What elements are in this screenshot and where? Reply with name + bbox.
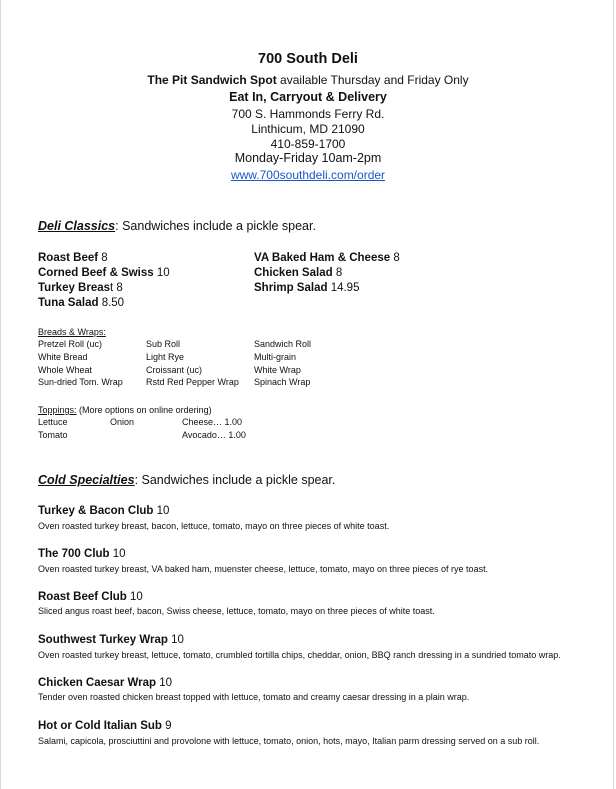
service-line: Eat In, Carryout & Delivery: [229, 90, 387, 104]
specialty-item: [38, 505, 169, 517]
item-name: Turkey & Bacon Club: [38, 505, 154, 517]
specialty-item: [38, 548, 126, 560]
topping-option: Avocado… 1.00: [182, 430, 246, 440]
specialty-item: [38, 677, 172, 689]
toppings-heading: Toppings:: [38, 405, 77, 415]
item-name-suffix: t: [110, 282, 114, 294]
pit-note: available Thursday and Friday Only: [276, 73, 469, 87]
bread-option: Multi-grain: [254, 352, 297, 362]
pit-name: The Pit Sandwich Spot: [147, 73, 277, 87]
item-description: Tender oven roasted chicken breast topped with lettuce, tomato and creamy caesar dressing in a plain wrap.: [38, 692, 470, 702]
menu-item: [254, 282, 359, 294]
bread-option: Spinach Wrap: [254, 377, 311, 387]
cold-specialties-heading-line: [38, 473, 335, 487]
item-description: Sliced angus roast beef, bacon, Swiss cheese, lettuce, tomato, mayo on three pieces of white toast.: [38, 606, 435, 616]
toppings-heading-line: [38, 405, 212, 415]
item-price: 9: [161, 720, 172, 732]
bread-option: Light Rye: [146, 352, 185, 362]
item-name: Roast Beef Club: [38, 591, 127, 603]
item-price: 10: [167, 634, 184, 646]
item-price: 14.95: [327, 282, 360, 294]
bread-option: Sun-dried Tom. Wrap: [38, 377, 123, 387]
item-price: 10: [153, 505, 170, 517]
bread-option: Croissant (uc): [146, 365, 203, 375]
bread-option: Sub Roll: [146, 339, 181, 349]
item-price: 10: [156, 677, 173, 689]
topping-option: Onion: [110, 417, 135, 427]
deli-classics-heading: Deli Classics: [38, 219, 116, 233]
bread-option: Whole Wheat: [38, 365, 93, 375]
item-price: 8: [98, 252, 108, 264]
item-name: Corned Beef & Swiss: [38, 267, 154, 279]
item-price: 8: [390, 252, 400, 264]
page-title: 700 South Deli: [258, 51, 358, 67]
item-price: 8: [332, 267, 343, 279]
item-name: Tuna Salad: [38, 297, 99, 309]
bread-option: White Bread: [38, 352, 88, 362]
phone-number: 410-859-1700: [270, 137, 346, 151]
item-name: Southwest Turkey Wrap: [38, 634, 168, 646]
item-name: The 700 Club: [38, 548, 110, 560]
toppings-note: (More options on online ordering): [76, 405, 212, 415]
item-name: Shrimp Salad: [254, 282, 328, 294]
bread-option: Rstd Red Pepper Wrap: [146, 377, 239, 387]
cold-specialties-heading: Cold Specialties: [38, 473, 135, 487]
menu-item: [38, 297, 124, 309]
item-name: VA Baked Ham & Cheese: [254, 252, 391, 264]
item-price: 8: [113, 282, 123, 294]
menu-item: [254, 267, 342, 279]
deli-classics-note: : Sandwiches include a pickle spear.: [115, 219, 316, 233]
specialty-item: [38, 634, 184, 646]
item-name: Chicken Salad: [254, 267, 333, 279]
item-description: Oven roasted turkey breast, VA baked ham, muenster cheese, lettuce, tomato, mayo on three pieces of rye toast.: [38, 564, 489, 574]
cold-specialties-note: : Sandwiches include a pickle spear.: [134, 473, 336, 487]
menu-item: [38, 252, 108, 264]
specialty-item: [38, 591, 143, 603]
street-address: 700 S. Hammonds Ferry Rd.: [231, 107, 385, 121]
topping-option: Cheese… 1.00: [182, 417, 243, 427]
specialty-item: [38, 720, 172, 732]
hours-line: Monday-Friday 10am-2pm: [234, 151, 382, 165]
bread-option: Pretzel Roll (uc): [38, 339, 103, 349]
breads-heading: Breads & Wraps:: [38, 327, 106, 337]
item-name: Roast Beef: [38, 252, 99, 264]
item-name: Turkey Breas: [38, 282, 111, 294]
bread-option: Sandwich Roll: [254, 339, 312, 349]
menu-item: [38, 267, 170, 279]
menu-item: [38, 282, 123, 294]
item-description: Oven roasted turkey breast, bacon, lettuce, tomato, mayo on three pieces of white toast.: [38, 521, 390, 531]
bread-option: White Wrap: [254, 365, 301, 375]
pit-line: [1, 73, 615, 87]
city-line: Linthicum, MD 21090: [251, 122, 365, 136]
topping-option: Lettuce: [38, 417, 68, 427]
item-price: 8.50: [98, 297, 125, 309]
website-link[interactable]: www.700southdeli.com/order: [230, 168, 386, 182]
item-price: 10: [126, 591, 143, 603]
item-description: Salami, capicola, prosciuttini and provolone with lettuce, tomato, onion, hots, mayo, Italian parm dressing served on a sub roll.: [38, 736, 540, 746]
item-name: Hot or Cold Italian Sub: [38, 720, 162, 732]
deli-classics-heading-line: [38, 219, 316, 233]
item-name: Chicken Caesar Wrap: [38, 677, 157, 689]
topping-option: Tomato: [38, 430, 68, 440]
item-description: Oven roasted turkey breast, lettuce, tomato, crumbled tortilla chips, cheddar, onion, BBQ ranch dressing in a sundried tomato wrap.: [38, 650, 561, 660]
item-price: 10: [153, 267, 170, 279]
item-price: 10: [109, 548, 126, 560]
menu-item: [254, 252, 400, 264]
